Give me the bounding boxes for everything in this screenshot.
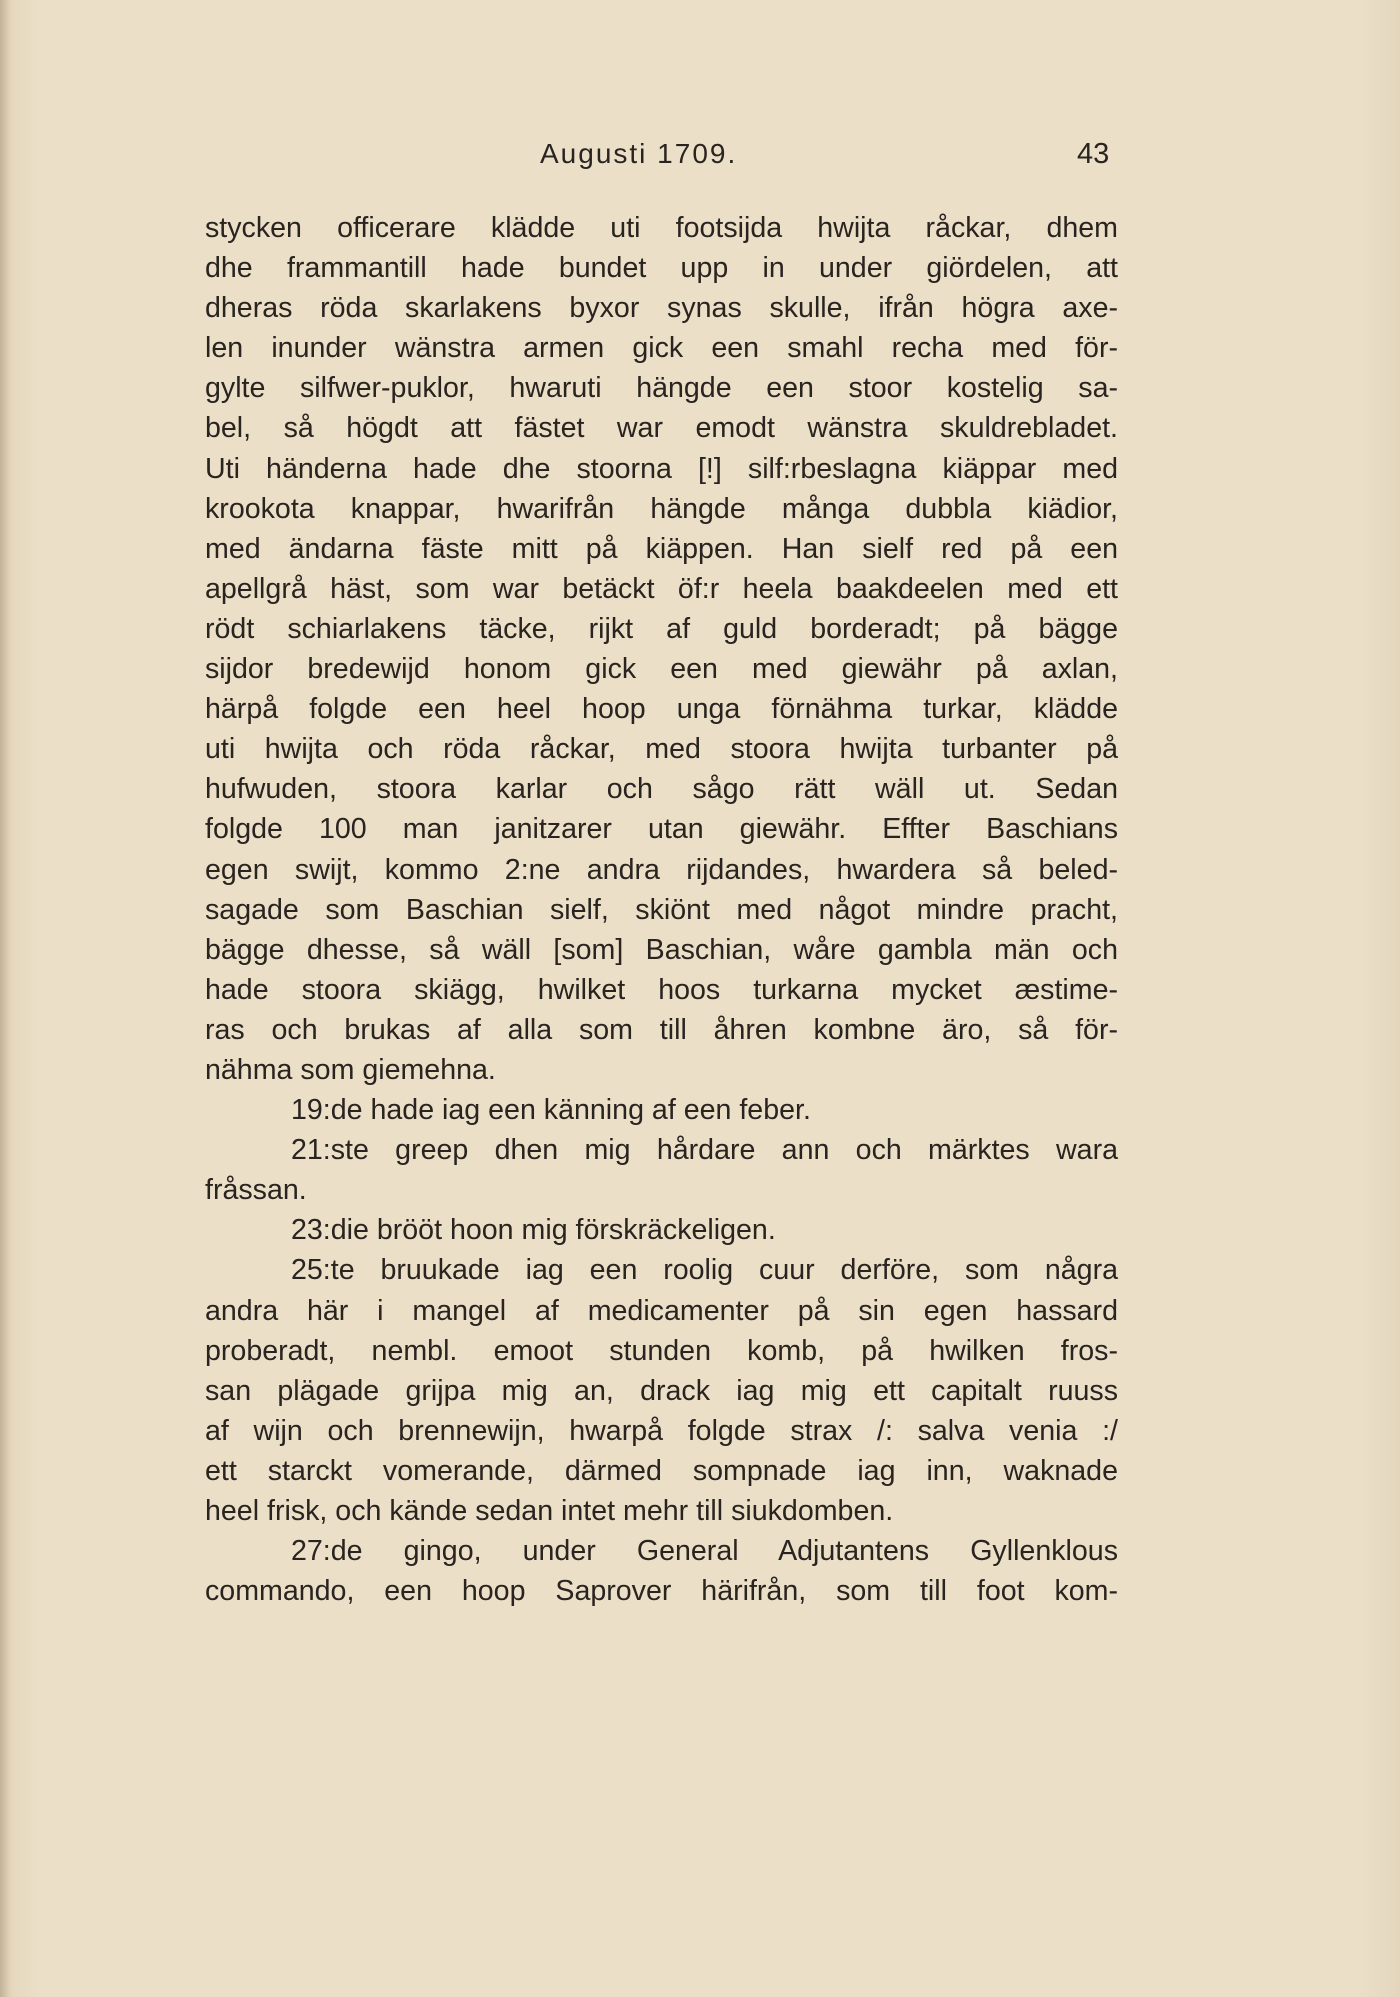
text-line: sagade som Baschian sielf, skiönt med något mindre pracht, <box>205 893 1118 926</box>
text-line: stycken officerare klädde uti footsijda hwijta råckar, dhem <box>205 212 1118 244</box>
text-line: proberadt, nembl. emoot stunden komb, på hwilken fros- <box>205 1334 1118 1367</box>
diary-entry-27: 27:de gingo, under General Adjutantens Gyllenklous <box>291 1535 1118 1568</box>
text-line: dheras röda skarlakens byxor synas skulle, ifrån högra axe- <box>205 292 1118 325</box>
text-line: rödt schiarlakens täcke, rijkt af guld borderadt; på bägge <box>205 612 1118 645</box>
text-line: bägge dhesse, så wäll [som] Baschian, wåre gambla män och <box>205 933 1118 966</box>
text-line: apellgrå häst, som war betäckt öf:r heela baakdeelen med ett <box>205 572 1118 605</box>
text-line: uti hwijta och röda råckar, med stoora hwijta turbanter på <box>205 733 1118 766</box>
diary-entry-23: 23:die brööt hoon mig förskräckeligen. <box>291 1214 776 1247</box>
text-line: ett starckt vomerande, därmed sompnade iag inn, waknade <box>205 1454 1118 1487</box>
text-line: fråssan. <box>205 1174 307 1207</box>
text-line: sijdor bredewijd honom gick een med giewähr på axlan, <box>205 653 1118 686</box>
text-line: krookota knappar, hwarifrån hängde många dubbla kiädior, <box>205 492 1118 525</box>
page-gutter-shadow <box>0 0 10 1997</box>
page-number: 43 <box>1077 138 1110 170</box>
text-line: andra här i mangel af medicamenter på sin egen hassard <box>205 1294 1118 1327</box>
text-line: len inunder wänstra armen gick een smahl recha med för- <box>205 332 1118 365</box>
text-line: ras och brukas af alla som till åhren kombne äro, så för- <box>205 1013 1118 1046</box>
text-line: egen swijt, kommo 2:ne andra rijdandes, hwardera så beled- <box>205 853 1118 886</box>
text-line: gylte silfwer-puklor, hwaruti hängde een stoor kostelig sa- <box>205 372 1118 405</box>
text-line: hufwuden, stoora karlar och sågo rätt wäll ut. Sedan <box>205 773 1118 806</box>
diary-entry-21: 21:ste greep dhen mig hårdare ann och märktes wara <box>291 1134 1118 1167</box>
text-line: hade stoora skiägg, hwilket hoos turkarna mycket æstime- <box>205 973 1118 1006</box>
text-line: san plägade grijpa mig an, drack iag mig ett capitalt ruuss <box>205 1374 1118 1407</box>
text-line: dhe frammantill hade bundet upp in under giördelen, att <box>205 252 1118 285</box>
text-line: heel frisk, och kände sedan intet mehr till siukdomben. <box>205 1495 894 1527</box>
text-line: Uti händerna hade dhe stoorna [!] silf:rbeslagna kiäppar med <box>205 452 1118 485</box>
running-header: Augusti 1709. <box>540 138 738 169</box>
diary-entry-25: 25:te bruukade iag een roolig cuur derföre, som några <box>291 1254 1118 1287</box>
body-text <box>205 208 1118 1611</box>
text-line: med ändarna fäste mitt på kiäppen. Han sielf red på een <box>205 532 1118 565</box>
text-line: af wijn och brennewijn, hwarpå folgde strax /: salva venia :/ <box>205 1414 1118 1447</box>
diary-entry-19: 19:de hade iag een känning af een feber. <box>291 1094 811 1127</box>
text-line: commando, een hoop Saprover härifrån, som till foot kom- <box>205 1575 1118 1608</box>
text-line: nähma som giemehna. <box>205 1053 496 1086</box>
text-line: folgde 100 man janitzarer utan giewähr. Effter Baschians <box>205 813 1118 846</box>
text-line: härpå folgde een heel hoop unga förnähma turkar, klädde <box>205 693 1118 726</box>
text-line: bel, så högdt att fästet war emodt wänstra skuldrebladet. <box>205 412 1118 445</box>
